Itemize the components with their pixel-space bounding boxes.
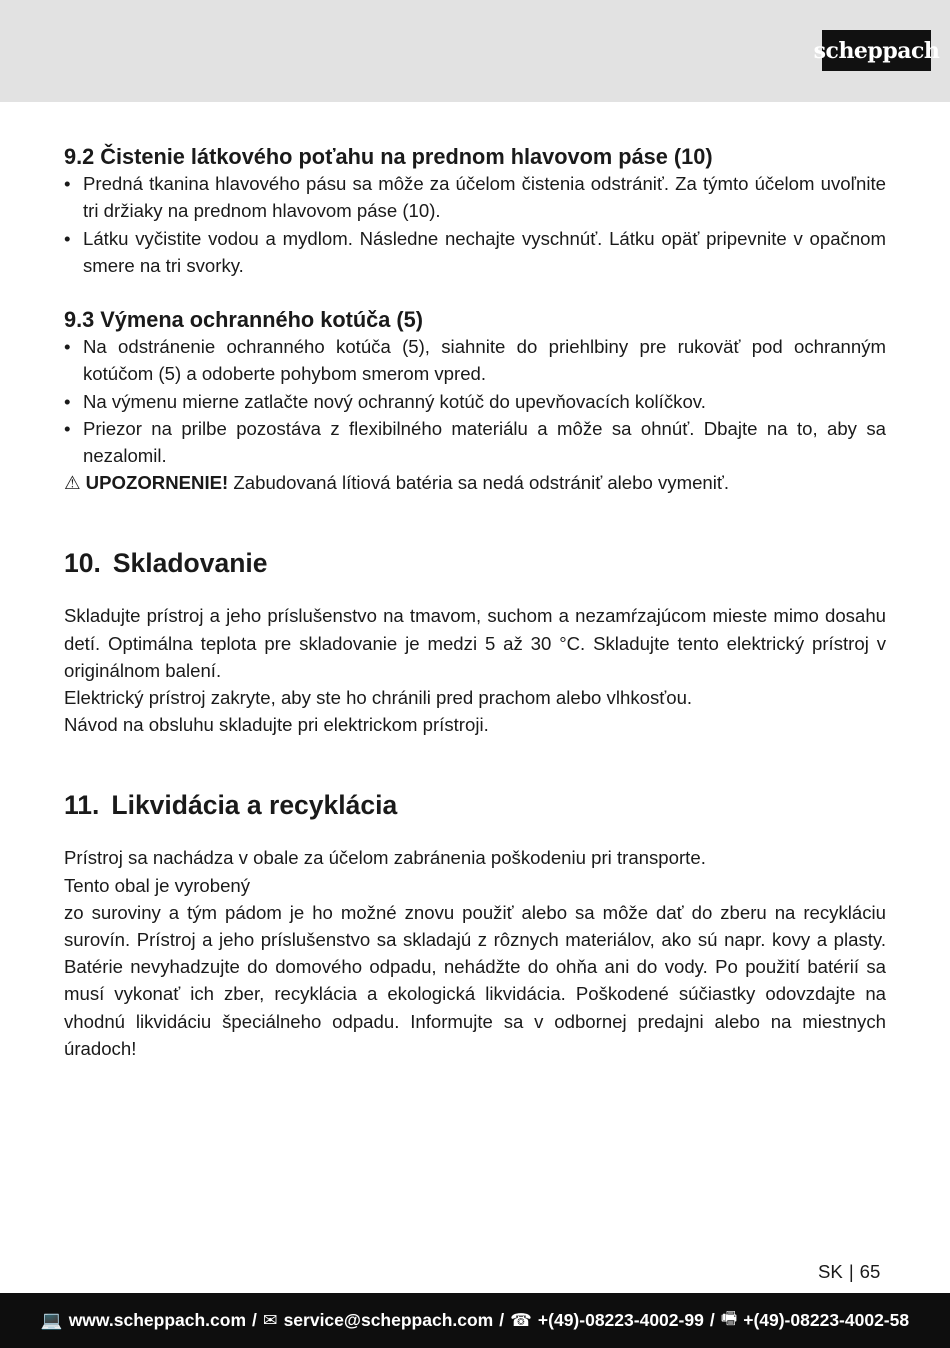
website-link[interactable]: www.scheppach.com: [68, 1310, 247, 1330]
page-language: SK: [818, 1261, 843, 1282]
list-item: • Látku vyčistite vodou a mydlom. Následne nechajte vyschnúť. Látku opäť pripevnite v opačnom smere na tri svorky.: [64, 225, 886, 279]
scheppach-logo: scheppach: [822, 30, 931, 71]
list-item: • Predná tkanina hlavového pásu sa môže za účelom čistenia odstrániť. Za týmto účelom uvoľnite tri držiaky na prednom hlavovom páse (10).: [64, 170, 886, 224]
chapter-name: Likvidácia a recyklácia: [111, 790, 398, 821]
paragraph: Návod na obsluhu skladujte pri elektrickom prístroji.: [64, 714, 489, 736]
warning-label: UPOZORNENIE!: [85, 472, 229, 494]
list-item: • Priezor na prilbe pozostáva z flexibilného materiálu a môže sa ohnúť. Dbajte na to, aby sa nezalomil.: [64, 415, 886, 469]
warning-text: Zabudovaná lítiová batéria sa nedá odstrániť alebo vymeniť.: [233, 472, 730, 494]
section-9-2-list: [64, 170, 886, 279]
chapter-11-title: [64, 789, 886, 821]
header-band: [0, 0, 950, 102]
chapter-number: 11.: [64, 790, 100, 821]
chapter-10-title: [64, 547, 886, 579]
section-9-2-title: 9.2 Čistenie látkového poťahu na prednom hlavovom páse (10): [64, 144, 713, 169]
mail-icon: ✉: [262, 1310, 278, 1330]
phone-number[interactable]: +(49)-08223-4002-99: [537, 1310, 704, 1330]
warning-note: [64, 469, 886, 496]
fax-number: +(49)-08223-4002-58: [743, 1310, 910, 1330]
page-content: [64, 143, 886, 1062]
paragraph: Skladujte prístroj a jeho príslušenstvo na tmavom, suchom a nezamŕzajúcom mieste mimo dosahu detí. Optimálna teplota pre skladovanie je medzi 5 až 30 °C. Skladujte tento elektrický prístroj v originálnom balení.: [64, 605, 886, 681]
paragraph: Tento obal je vyrobený: [64, 874, 251, 896]
paragraph: Elektrický prístroj zakryte, aby ste ho chránili pred prachom alebo vlhkosťou.: [64, 687, 693, 709]
warning-triangle-icon: ⚠: [64, 472, 81, 494]
chapter-name: Skladovanie: [112, 548, 268, 579]
list-item: • Na výmenu mierne zatlačte nový ochranný kotúč do upevňovacích kolíčkov.: [64, 388, 886, 415]
email-link[interactable]: service@scheppach.com: [283, 1310, 494, 1330]
page-number: [818, 1261, 880, 1283]
footer-contact-bar: [0, 1293, 950, 1348]
separator: /: [709, 1310, 715, 1330]
computer-icon: 💻: [40, 1310, 63, 1330]
paragraph: zo suroviny a tým pádom je ho možné znovu použiť alebo sa môže dať do zberu na recykláciu surovín. Prístroj a jeho príslušenstvo sa skladajú z rôznych materiálov, ako sú napr. kovy a plasty. Batérie nevyhadzujte do domového odpadu, nehádžte do ohňa ani do vody. Po použití batérií sa musí vykonať ich zber, recyklácia a ekologická likvidácia. Poškodené súčiastky odovzdajte na vhodnú likvidáciu špeciálneho odpadu. Informujte sa v odbornej predajni alebo na miestnych úradoch!: [64, 901, 886, 1059]
separator: /: [252, 1310, 257, 1330]
page-separator: |: [848, 1261, 854, 1282]
section-9-3-list: [64, 333, 886, 469]
separator: /: [499, 1310, 505, 1330]
list-item: • Na odstránenie ochranného kotúča (5), siahnite do priehlbiny pre rukoväť pod ochranným kotúčom (5) a odoberte pohybom smerom vpred.: [64, 333, 886, 387]
paragraph: Prístroj sa nachádza v obale za účelom zabránenia poškodeniu pri transporte.: [64, 847, 706, 869]
chapter-number: 10.: [64, 548, 101, 579]
phone-icon: ☎: [510, 1310, 532, 1330]
fax-icon: 🖷: [720, 1307, 738, 1328]
page-number-value: 65: [859, 1261, 881, 1282]
section-9-3-title: 9.3 Výmena ochranného kotúča (5): [64, 307, 423, 333]
